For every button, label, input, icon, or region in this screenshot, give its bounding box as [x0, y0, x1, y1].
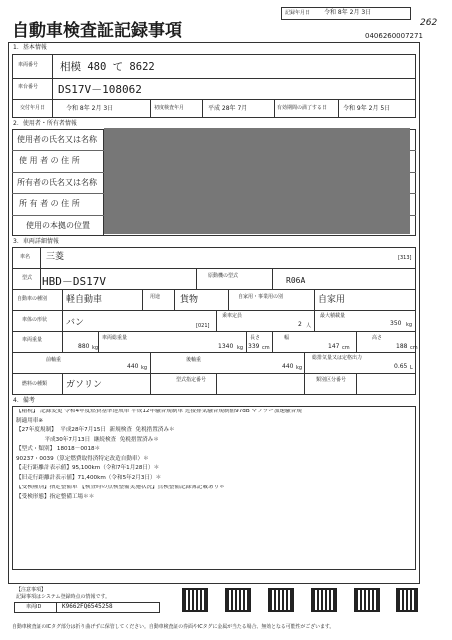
- print-date: 令和 8年 2月 3日: [324, 9, 372, 16]
- height-value: 188: [396, 343, 408, 350]
- user-address-label: 使 用 者 の 住 所: [19, 156, 80, 165]
- use-label: 用途: [150, 294, 161, 300]
- business-label: 自家用・事業用の別: [238, 294, 284, 300]
- capacity-label: 乗車定員: [222, 313, 243, 319]
- remark-line: 【旧走行距離計表示値】71,400km（令和5年2月3日）＊: [16, 474, 162, 481]
- issue-label: 交付年月日: [20, 105, 46, 111]
- remark-line: 【27年度規制】 平成28年7月15日 新規検査 免税措置済み＊: [16, 427, 175, 433]
- section3-heading: 3．車両詳細情報: [13, 238, 59, 245]
- displacement-value: 0.65: [394, 363, 408, 370]
- section4-heading: 4．備考: [13, 397, 35, 404]
- width-value: 147: [328, 343, 340, 350]
- front-axle-label: 前軸重: [46, 357, 62, 363]
- height-label: 高さ: [372, 335, 383, 341]
- engine-value: R06A: [286, 276, 306, 285]
- body-code: [021]: [196, 323, 210, 329]
- length-value: 339: [248, 343, 260, 350]
- gross-label: 車両総重量: [102, 335, 128, 341]
- expiry-label: 有効期間の満了する日: [277, 105, 328, 111]
- model-label: 型式: [22, 275, 33, 281]
- engine-label: 原動機の型式: [208, 273, 239, 279]
- height-unit: cm: [410, 345, 418, 351]
- designation-label: 型式指定番号: [176, 377, 207, 383]
- handwritten-note: 262: [420, 18, 438, 28]
- vehicle-type-label: 自動車の種別: [17, 296, 48, 302]
- body-label: 車体の形状: [22, 317, 48, 323]
- section2-heading: 2．使用者・所有者情報: [13, 120, 77, 127]
- user-name-label: 使用者の氏名又は名称: [17, 135, 97, 144]
- front-axle-unit: kg: [141, 365, 148, 371]
- make-code: [313]: [398, 255, 412, 261]
- use-value: 貨物: [180, 295, 199, 305]
- rear-axle-label: 後軸重: [186, 357, 202, 363]
- displacement-unit: L: [410, 365, 413, 371]
- plate-label: 車両番号: [18, 62, 39, 68]
- maxload-unit: kg: [406, 322, 413, 328]
- footer-notice: 自動車検査証のICタグ部分は折り曲げずに保管してください。自動車検査証の券面やICタグに金属が当たる場合、無効となる可能性がございます。: [12, 624, 335, 630]
- section1-heading: 1．基本情報: [13, 44, 47, 51]
- vehicle-id-value: K9662FQ6545258: [62, 603, 113, 610]
- page-title: 自動車検査証記録事項: [12, 21, 182, 41]
- body-value: バン: [66, 318, 85, 328]
- qr-code-1: [182, 588, 208, 612]
- model-value: HBD－DS17V: [42, 275, 106, 288]
- qr-code-4: [311, 588, 337, 612]
- maxload-value: 350: [390, 320, 402, 327]
- remark-line: 【型式・類別】 18018－0018＊: [16, 446, 101, 452]
- chassis-value: DS17V－108062: [58, 83, 142, 96]
- info-line: 記録事項はシステム登録時点の情報です。: [16, 594, 111, 600]
- category-label: 類別区分番号: [316, 377, 347, 383]
- plate-value: 相模 480 て 8622: [60, 61, 155, 73]
- remark-line: 【受検形態】指定整備工場＊＊: [16, 493, 95, 500]
- remark-line: 90237・0039（算定燃費取得済特定改造自動車）＊: [16, 455, 149, 462]
- first-reg-value: 平成 28年 7月: [208, 105, 248, 112]
- make-value: 三菱: [46, 252, 65, 262]
- owner-name-label: 所有者の氏名又は名称: [17, 178, 97, 187]
- fuel-value: ガソリン: [66, 380, 103, 390]
- document-number: 0406260007271: [365, 32, 423, 40]
- issue-value: 令和 8年 2月 3日: [66, 105, 114, 112]
- rear-axle-value: 440: [282, 363, 294, 370]
- width-label: 幅: [284, 335, 290, 341]
- length-label: 長さ: [250, 335, 261, 341]
- qr-code-2: [225, 588, 251, 612]
- rear-axle-unit: kg: [296, 365, 303, 371]
- vehicle-type-value: 軽自動車: [66, 295, 103, 305]
- gross-value: 1340: [218, 343, 234, 350]
- business-value: 自家用: [318, 295, 346, 305]
- first-reg-label: 初度検査年月: [154, 105, 185, 111]
- displacement-label: 総排気量又は定格出力: [312, 355, 363, 361]
- vehicle-id-label: 車両ID: [26, 604, 42, 610]
- remark-line: 【走行距離計表示値】95,100km（令和7年1月28日）＊: [16, 465, 160, 471]
- width-unit: cm: [342, 345, 350, 351]
- redacted-owner-info: [104, 128, 410, 234]
- qr-code-6: [396, 588, 418, 612]
- print-date-label: 記録年月日: [285, 10, 311, 16]
- chassis-label: 車台番号: [18, 84, 39, 90]
- weight-unit: kg: [92, 345, 99, 351]
- qr-code-5: [354, 588, 380, 612]
- capacity-value: 2: [298, 321, 302, 328]
- front-axle-value: 440: [127, 363, 139, 370]
- length-unit: cm: [262, 345, 270, 351]
- base-location-label: 使用の本拠の位置: [26, 221, 90, 230]
- remark-line: 制適用車※: [16, 417, 44, 424]
- weight-value: 880: [78, 343, 90, 350]
- fuel-label: 燃料の種類: [22, 381, 48, 387]
- gross-unit: kg: [237, 345, 244, 351]
- remark-line: 【受検種別】指定整備車 【検査時の点検整備実施状況】点検整備記録簿記載あり＊: [16, 485, 225, 490]
- expiry-value: 令和 9年 2月 5日: [343, 105, 391, 112]
- owner-address-label: 所 有 者 の 住 所: [19, 199, 80, 208]
- qr-code-3: [268, 588, 294, 612]
- remark-line: 【稲税】 記録変更 令和4年度燃費基準達成車 平成12年騒音規制車 近接排気騒音規制値97dB マフラー加速騒音規: [16, 409, 302, 414]
- remarks-text: [16, 409, 412, 504]
- capacity-unit: 人: [306, 323, 312, 329]
- info-heading: 【注意事項】: [16, 587, 47, 593]
- make-label: 車名: [20, 254, 31, 260]
- maxload-label: 最大積載量: [320, 313, 346, 319]
- weight-label: 車両重量: [22, 337, 43, 343]
- remark-line: 平成30年7月13日 継続検査 免税措置済み＊: [16, 436, 159, 443]
